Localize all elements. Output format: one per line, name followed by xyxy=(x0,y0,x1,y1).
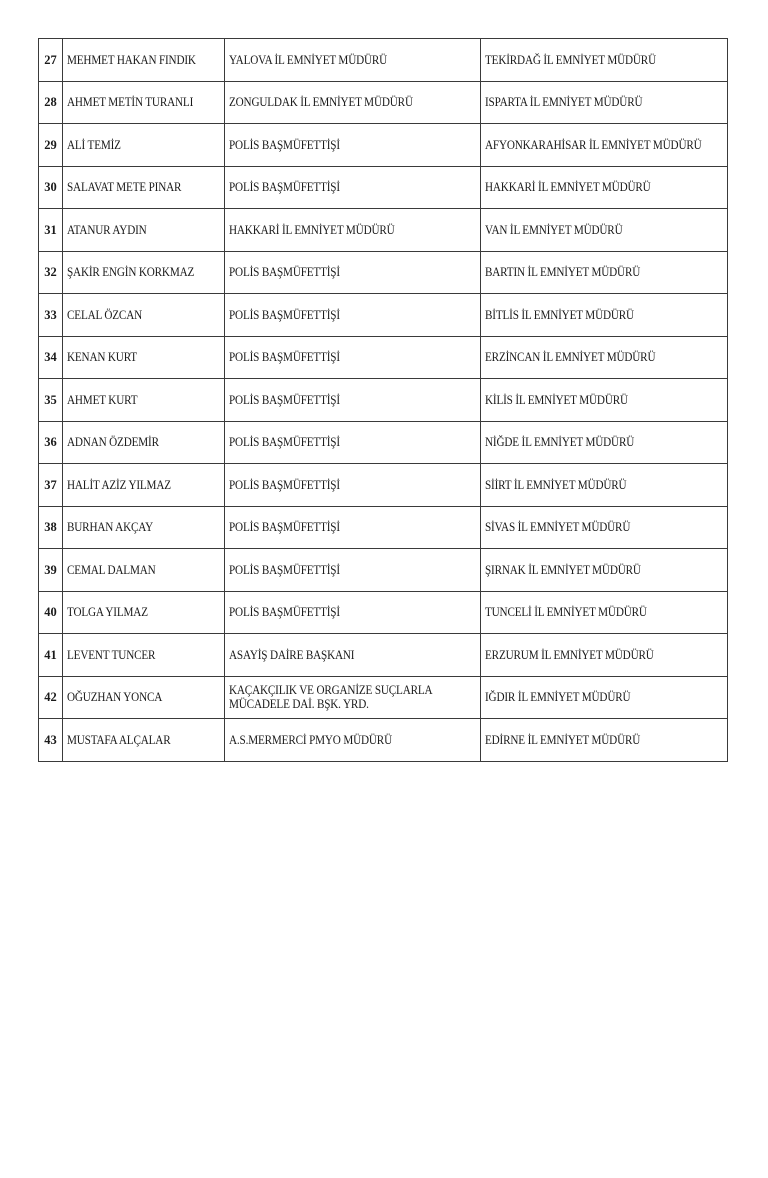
person-name: ŞAKİR ENGİN KORKMAZ xyxy=(63,251,225,294)
current-position: POLİS BAŞMÜFETTİŞİ xyxy=(225,166,481,209)
row-number: 42 xyxy=(39,676,63,719)
person-name: MUSTAFA ALÇALAR xyxy=(63,719,225,762)
person-name: AHMET METİN TURANLI xyxy=(63,81,225,124)
row-number: 31 xyxy=(39,209,63,252)
person-name: HALİT AZİZ YILMAZ xyxy=(63,464,225,507)
current-position: POLİS BAŞMÜFETTİŞİ xyxy=(225,379,481,422)
table-row xyxy=(39,124,728,167)
person-name: TOLGA YILMAZ xyxy=(63,591,225,634)
table-row xyxy=(39,39,728,82)
person-name: ATANUR AYDIN xyxy=(63,209,225,252)
new-position: ERZİNCAN İL EMNİYET MÜDÜRÜ xyxy=(481,336,728,379)
table-row xyxy=(39,506,728,549)
row-number: 36 xyxy=(39,421,63,464)
table-row xyxy=(39,166,728,209)
table-row xyxy=(39,676,728,719)
row-number: 33 xyxy=(39,294,63,337)
row-number: 35 xyxy=(39,379,63,422)
new-position: NİĞDE İL EMNİYET MÜDÜRÜ xyxy=(481,421,728,464)
current-position: POLİS BAŞMÜFETTİŞİ xyxy=(225,251,481,294)
row-number: 40 xyxy=(39,591,63,634)
new-position: VAN İL EMNİYET MÜDÜRÜ xyxy=(481,209,728,252)
person-name: BURHAN AKÇAY xyxy=(63,506,225,549)
row-number: 38 xyxy=(39,506,63,549)
new-position: SİİRT İL EMNİYET MÜDÜRÜ xyxy=(481,464,728,507)
person-name: CEMAL DALMAN xyxy=(63,549,225,592)
new-position: TUNCELİ İL EMNİYET MÜDÜRÜ xyxy=(481,591,728,634)
current-position: POLİS BAŞMÜFETTİŞİ xyxy=(225,294,481,337)
current-position: POLİS BAŞMÜFETTİŞİ xyxy=(225,421,481,464)
table-row xyxy=(39,379,728,422)
new-position: SİVAS İL EMNİYET MÜDÜRÜ xyxy=(481,506,728,549)
current-position: POLİS BAŞMÜFETTİŞİ xyxy=(225,124,481,167)
table-row xyxy=(39,421,728,464)
new-position: ISPARTA İL EMNİYET MÜDÜRÜ xyxy=(481,81,728,124)
table-row xyxy=(39,634,728,677)
row-number: 37 xyxy=(39,464,63,507)
person-name: OĞUZHAN YONCA xyxy=(63,676,225,719)
current-position: POLİS BAŞMÜFETTİŞİ xyxy=(225,336,481,379)
current-position: A.S.MERMERCİ PMYO MÜDÜRÜ xyxy=(225,719,481,762)
appointments-table xyxy=(38,38,728,762)
new-position: ŞIRNAK İL EMNİYET MÜDÜRÜ xyxy=(481,549,728,592)
table-row xyxy=(39,294,728,337)
person-name: LEVENT TUNCER xyxy=(63,634,225,677)
current-position: KAÇAKÇILIK VE ORGANİZE SUÇLARLA MÜCADELE DAİ. BŞK. YRD. xyxy=(225,676,481,719)
new-position: HAKKARİ İL EMNİYET MÜDÜRÜ xyxy=(481,166,728,209)
row-number: 30 xyxy=(39,166,63,209)
row-number: 28 xyxy=(39,81,63,124)
new-position: BİTLİS İL EMNİYET MÜDÜRÜ xyxy=(481,294,728,337)
row-number: 32 xyxy=(39,251,63,294)
table-row xyxy=(39,719,728,762)
new-position: ERZURUM İL EMNİYET MÜDÜRÜ xyxy=(481,634,728,677)
new-position: IĞDIR İL EMNİYET MÜDÜRÜ xyxy=(481,676,728,719)
person-name: SALAVAT METE PINAR xyxy=(63,166,225,209)
new-position: BARTIN İL EMNİYET MÜDÜRÜ xyxy=(481,251,728,294)
current-position: POLİS BAŞMÜFETTİŞİ xyxy=(225,591,481,634)
new-position: EDİRNE İL EMNİYET MÜDÜRÜ xyxy=(481,719,728,762)
table-row xyxy=(39,336,728,379)
row-number: 27 xyxy=(39,39,63,82)
current-position: ZONGULDAK İL EMNİYET MÜDÜRÜ xyxy=(225,81,481,124)
person-name: ALİ TEMİZ xyxy=(63,124,225,167)
table-row xyxy=(39,209,728,252)
person-name: KENAN KURT xyxy=(63,336,225,379)
current-position: ASAYİŞ DAİRE BAŞKANI xyxy=(225,634,481,677)
current-position: HAKKARİ İL EMNİYET MÜDÜRÜ xyxy=(225,209,481,252)
row-number: 39 xyxy=(39,549,63,592)
appointments-table-body xyxy=(39,39,728,762)
row-number: 34 xyxy=(39,336,63,379)
table-row xyxy=(39,464,728,507)
table-row xyxy=(39,549,728,592)
person-name: CELAL ÖZCAN xyxy=(63,294,225,337)
table-row xyxy=(39,81,728,124)
new-position: TEKİRDAĞ İL EMNİYET MÜDÜRÜ xyxy=(481,39,728,82)
current-position: POLİS BAŞMÜFETTİŞİ xyxy=(225,549,481,592)
table-row xyxy=(39,591,728,634)
current-position: POLİS BAŞMÜFETTİŞİ xyxy=(225,464,481,507)
new-position: KİLİS İL EMNİYET MÜDÜRÜ xyxy=(481,379,728,422)
person-name: AHMET KURT xyxy=(63,379,225,422)
row-number: 41 xyxy=(39,634,63,677)
current-position: YALOVA İL EMNİYET MÜDÜRÜ xyxy=(225,39,481,82)
person-name: ADNAN ÖZDEMİR xyxy=(63,421,225,464)
current-position: POLİS BAŞMÜFETTİŞİ xyxy=(225,506,481,549)
new-position: AFYONKARAHİSAR İL EMNİYET MÜDÜRÜ xyxy=(481,124,728,167)
row-number: 29 xyxy=(39,124,63,167)
person-name: MEHMET HAKAN FINDIK xyxy=(63,39,225,82)
table-row xyxy=(39,251,728,294)
row-number: 43 xyxy=(39,719,63,762)
